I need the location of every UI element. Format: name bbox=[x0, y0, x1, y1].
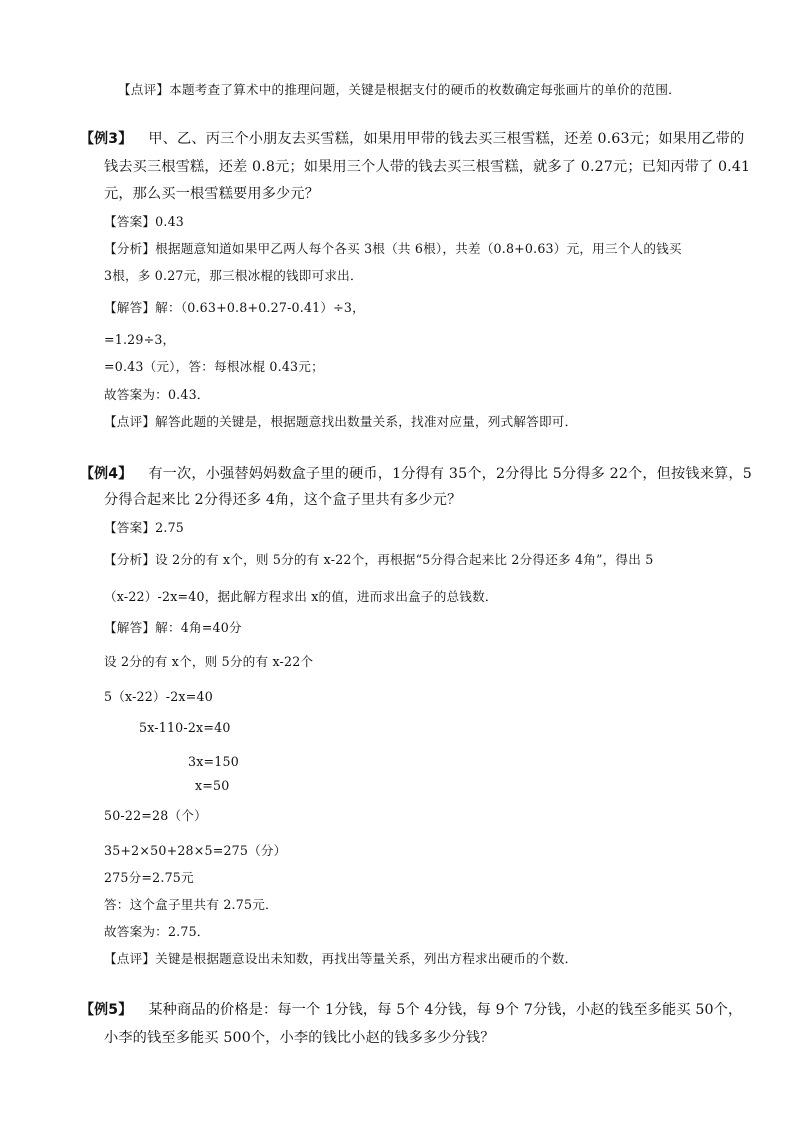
example-3-question-line-3: 元，那么买一根雪糕要用多少元？ bbox=[104, 186, 320, 202]
example-4-answer: 【答案】2.75 bbox=[104, 520, 185, 535]
example-3-solution: 【解答】解：（0.63+0.8+0.27-0.41）÷3， bbox=[104, 300, 365, 315]
example-4-solution: 【解答】解：4角=40分 bbox=[104, 620, 242, 635]
example-3-question-line-1 bbox=[80, 128, 744, 148]
example-5-question-line-1 bbox=[80, 999, 742, 1019]
example-4-solution-step-9: 275分=2.75元 bbox=[104, 870, 194, 885]
example-3-tag: 【例3】 bbox=[80, 131, 133, 147]
example-3-analysis-line-1: 【分析】根据题意知道如果甲乙两人每个各买 3根（共 6根），共差（0.8+0.63）元，用三个人的钱买 bbox=[104, 241, 682, 256]
example-5-question-line-2: 小李的钱至多能买 500个，小李的钱比小赵的钱多多少分钱？ bbox=[104, 1030, 495, 1046]
example-4-solution-step-2: 设 2分的有 x个，则 5分的有 x-22个 bbox=[104, 654, 314, 669]
example-3-question-text: 甲、乙、丙三个小朋友去买雪糕，如果用甲带的钱去买三根雪糕，还差 0.63元；如果用乙带的 bbox=[148, 131, 745, 147]
example-4-question-text: 有一次，小强替妈妈数盒子里的硬币，1分得有 35个，2分得比 5分得多 22个，但按钱来算，5 bbox=[148, 466, 752, 482]
example-4-equation-step-2: 3x=150 bbox=[188, 754, 239, 769]
example-4-equation: 5（x-22）-2x=40 bbox=[104, 689, 213, 704]
example-3-analysis-line-2: 3根，多 0.27元，那三根冰棍的钱即可求出． bbox=[104, 268, 363, 283]
example-4-solution-step-8: 35+2×50+28×5=275（分） bbox=[104, 843, 287, 858]
example-4-analysis-line-2: （x-22）-2x=40，据此解方程求出 x的值，进而求出盒子的总钱数． bbox=[104, 589, 498, 604]
example-4-final-answer: 故答案为：2.75． bbox=[104, 924, 210, 939]
top-comment: 【点评】本题考查了算术中的推理问题，关键是根据支付的硬币的枚数确定每张画片的单价的范围． bbox=[118, 82, 681, 97]
example-3-solution-step-2: =1.29÷3， bbox=[104, 332, 176, 347]
example-3-solution-step-3: =0.43（元），答：每根冰棍 0.43元； bbox=[104, 359, 324, 374]
example-4-comment: 【点评】关键是根据题意设出未知数，再找出等量关系，列出方程求出硬币的个数． bbox=[104, 951, 578, 966]
example-5-question-text: 某种商品的价格是：每一个 1分钱，每 5个 4分钱，每 9个 7分钱，小赵的钱至多能买 50个， bbox=[148, 1002, 743, 1018]
example-4-question-line-1 bbox=[80, 463, 752, 483]
example-3-answer: 【答案】0.43 bbox=[104, 214, 185, 229]
example-4-solution-step-7: 50-22=28（个） bbox=[104, 808, 207, 823]
example-4-solution-step-10: 答：这个盒子里共有 2.75元． bbox=[104, 897, 278, 912]
example-4-equation-step-3: x=50 bbox=[195, 778, 230, 793]
example-4-equation-step-1: 5x-110-2x=40 bbox=[139, 720, 231, 735]
example-4-analysis-line-1: 【分析】设 2分的有 x个，则 5分的有 x-22个，再根据“5分得合起来比 2分得还多 4角”，得出 5 bbox=[104, 552, 654, 567]
example-4-question-line-2: 分得合起来比 2分得还多 4角，这个盒子里共有多少元？ bbox=[104, 492, 462, 508]
example-3-question-line-2: 钱去买三根雪糕，还差 0.8元；如果用三个人带的钱去买三根雪糕，就多了 0.27元；已知丙带了 0.41 bbox=[104, 159, 751, 175]
example-3-comment: 【点评】解答此题的关键是，根据题意找出数量关系，找准对应量，列式解答即可． bbox=[104, 414, 578, 429]
example-3-final-answer: 故答案为：0.43． bbox=[104, 387, 210, 402]
example-4-tag: 【例4】 bbox=[80, 466, 133, 482]
example-5-tag: 【例5】 bbox=[80, 1002, 133, 1018]
